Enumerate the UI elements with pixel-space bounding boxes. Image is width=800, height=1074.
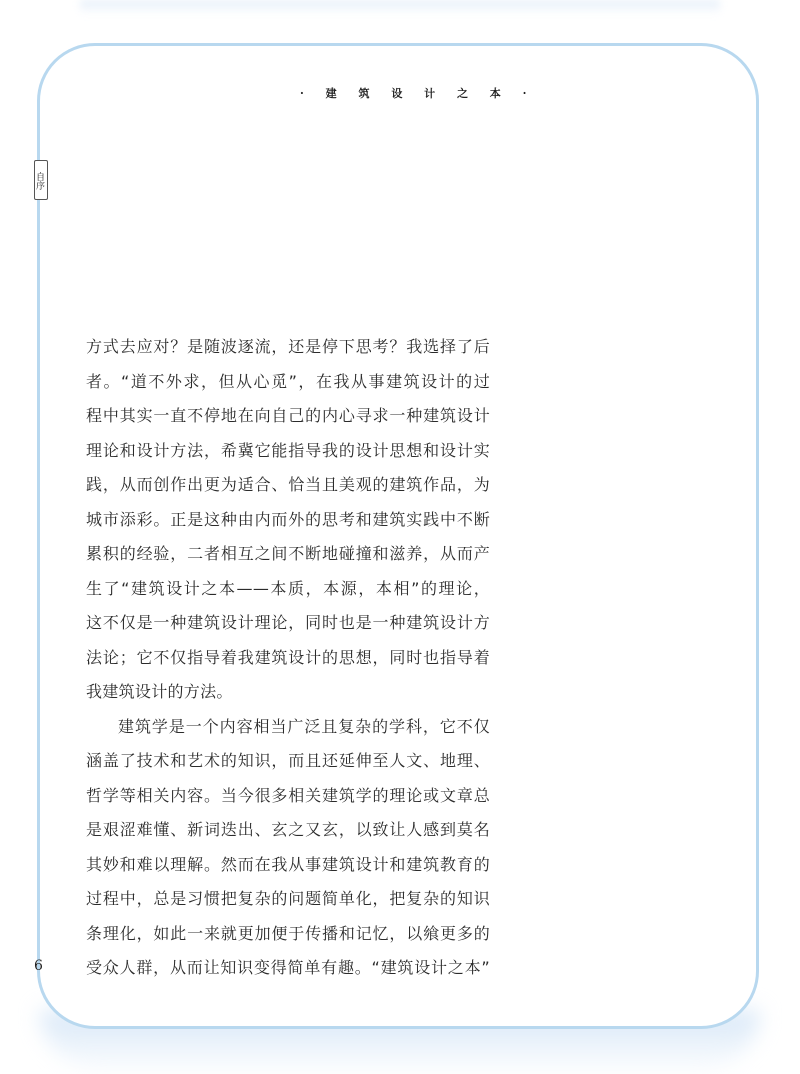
section-tab-preface: 自序 [34,160,48,200]
text-line: 生了“建筑设计之本——本质，本源，本相”的理论， [86,578,490,598]
text-line: 者。“道不外求，但从心觅”，在我从事建筑设计的过 [86,371,490,391]
body-text [86,330,490,986]
paragraph-2 [86,710,490,986]
text-line: 条理化，如此一来就更加便于传播和记忆，以飨更多的 [86,923,490,943]
text-line: 累积的经验，二者相互之间不断地碰撞和滋养，从而产 [86,544,490,563]
text-line: 这不仅是一种建筑设计理论，同时也是一种建筑设计方 [86,613,490,632]
text-line: 方式去应对？是随波逐流，还是停下思考？我选择了后 [86,337,490,356]
text-line: 程中其实一直不停地在向自己的内心寻求一种建筑设计 [86,406,490,425]
text-line: 城市添彩。正是这种由内而外的思考和建筑实践中不断 [86,509,490,529]
text-line: 法论；它不仅指导着我建筑设计的思想，同时也指导着 [86,647,490,667]
text-line: 理论和设计方法，希冀它能指导我的设计思想和设计实 [86,440,490,460]
paragraph-1 [86,330,490,710]
text-line: 涵盖了技术和艺术的知识，而且还延伸至人文、地理、 [86,751,490,770]
text-line: 受众人群，从而让知识变得简单有趣。“建筑设计之本” [86,958,490,977]
text-line: 过程中，总是习惯把复杂的问题简单化，把复杂的知识 [86,889,490,908]
text-line: 哲学等相关内容。当今很多相关建筑学的理论或文章总 [86,785,490,805]
text-line: 我建筑设计的方法。 [86,682,233,701]
running-head: · 建 筑 设 计 之 本 · [300,87,536,100]
top-glow [80,0,720,14]
text-line: 是艰涩难懂、新词迭出、玄之又玄，以致让人感到莫名 [86,820,490,839]
text-line: 其妙和难以理解。然而在我从事建筑设计和建筑教育的 [86,854,490,874]
text-line: 建筑学是一个内容相当广泛且复杂的学科，它不仅 [118,716,490,736]
text-line: 践，从而创作出更为适合、恰当且美观的建筑作品，为 [86,475,490,494]
page-number: 6 [34,958,43,974]
